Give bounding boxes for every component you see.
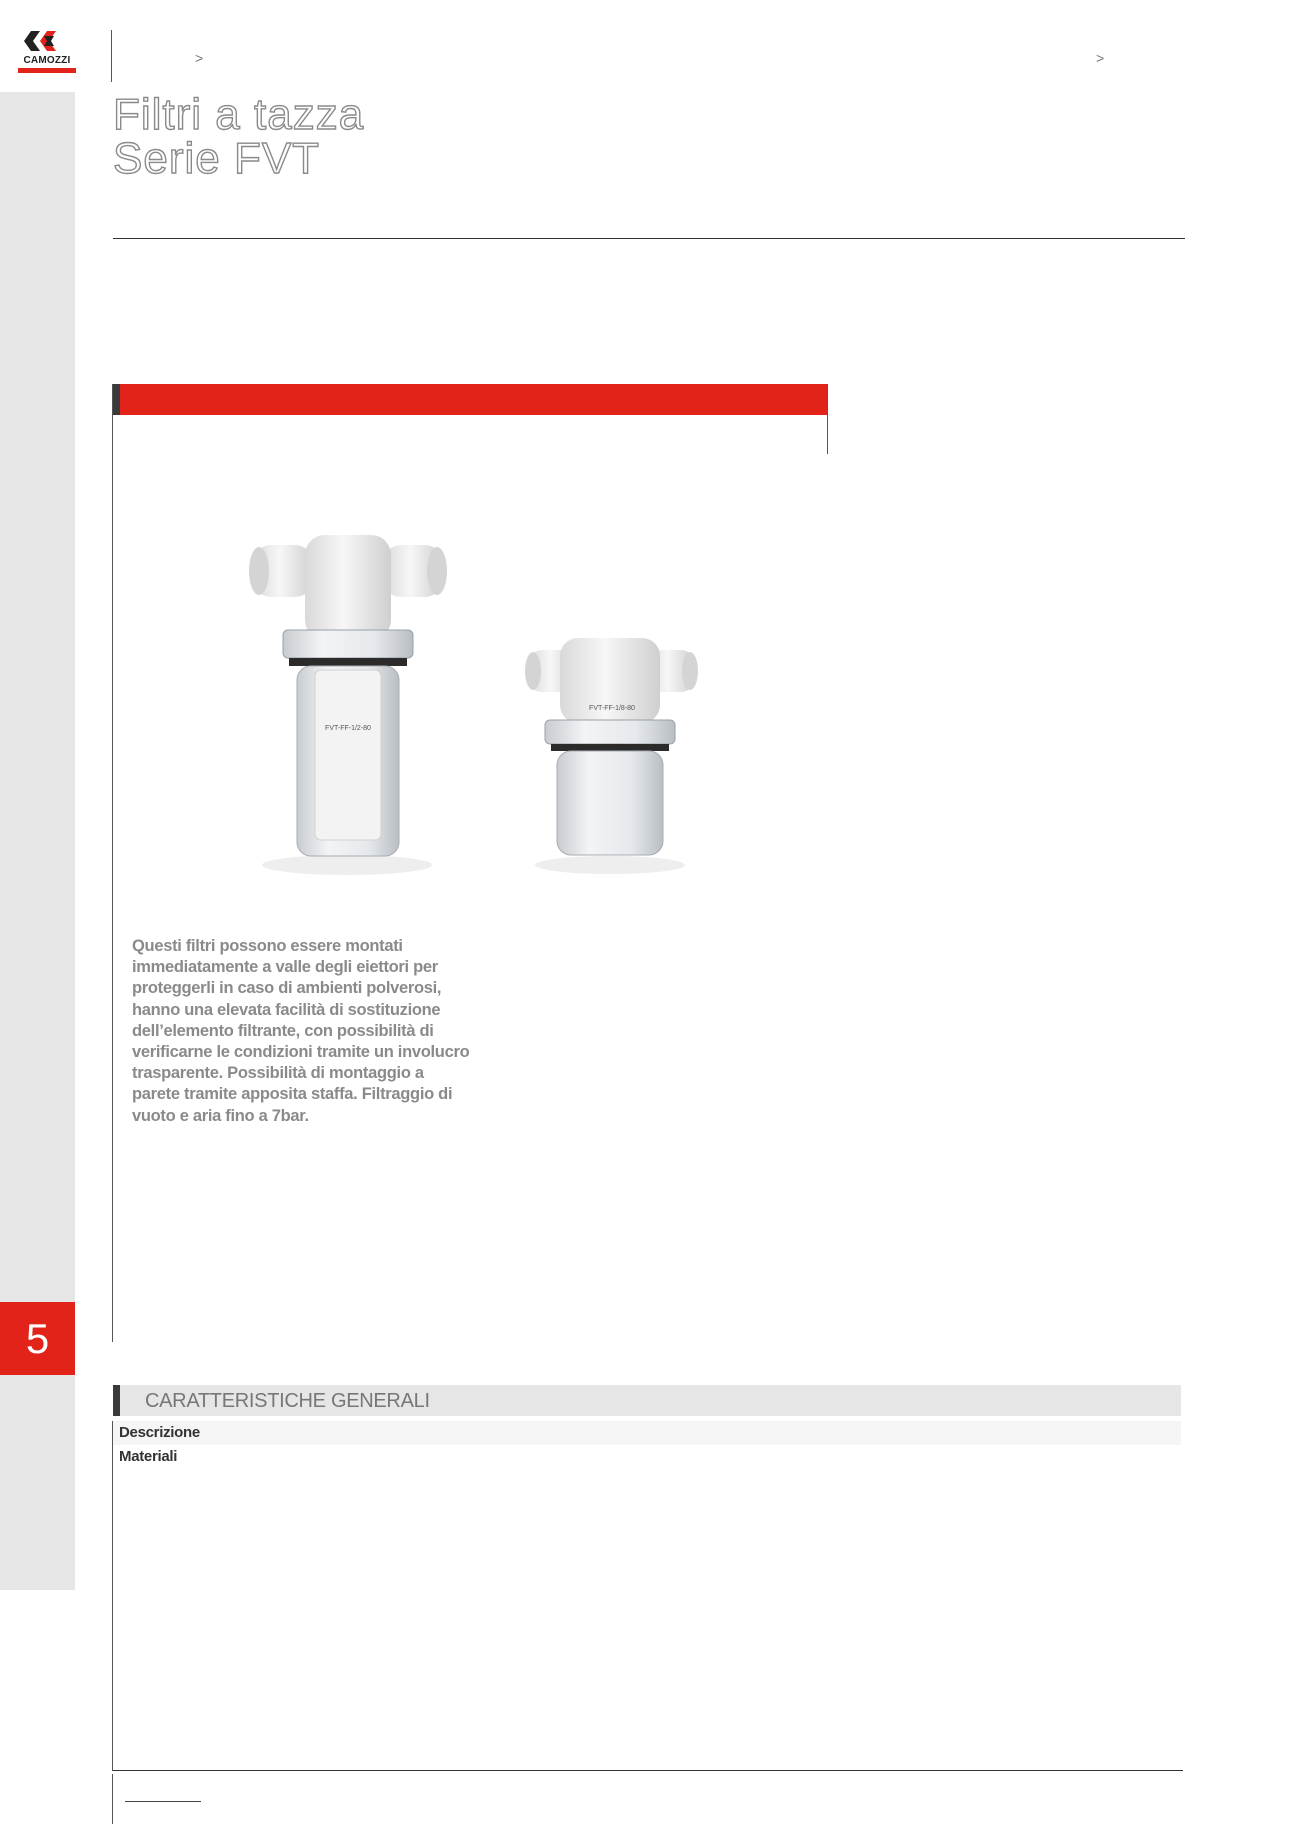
camozzi-logo-icon — [18, 28, 76, 56]
table-left-rule — [112, 1421, 113, 1771]
footer-line — [125, 1801, 201, 1802]
logo-brand-text: CAMOZZI — [23, 55, 71, 66]
product-block-left-rule — [112, 384, 113, 1342]
footer-divider — [112, 1774, 113, 1824]
page-title-line-1: Filtri a tazza — [113, 90, 365, 139]
product-block-right-rule — [827, 384, 828, 454]
table-row — [113, 1421, 1181, 1445]
breadcrumb-arrow-right[interactable]: > — [1096, 50, 1105, 66]
chapter-tab[interactable]: 5 — [0, 1302, 75, 1375]
page-title-line-2: Serie FVT — [113, 134, 321, 183]
product-header-bar-mark — [113, 384, 120, 415]
large-filter-label: FVT-FF-1/2-80 — [325, 725, 371, 732]
logo-red-bar — [18, 68, 76, 73]
product-header-bar — [113, 384, 828, 415]
section-header — [113, 1385, 1181, 1416]
section-header-mark — [113, 1385, 120, 1416]
camozzi-logo[interactable] — [18, 28, 76, 78]
small-filter-label: FVT-FF-1/8-80 — [589, 705, 635, 712]
bottom-divider — [113, 1770, 1183, 1771]
breadcrumb-arrow-left[interactable]: > — [195, 50, 204, 66]
section-title: CARATTERISTICHE GENERALI — [145, 1390, 430, 1412]
title-divider — [113, 238, 1185, 239]
product-description: Questi filtri possono essere montati immediatamente a valle degli eiettori per proteggerli in caso di ambienti polverosi, hanno una elevata facilità di sostituzione dell’elemento filtrante, con possibilità di verificarne le condizioni tramite un involucro trasparente. Possibilità di montaggio a parete tramite apposita staffa. Filtraggio di vuoto e aria fino a 7bar. — [132, 937, 470, 1125]
product-image — [235, 520, 705, 890]
table-row — [113, 1445, 1181, 1469]
row-label-materiali: Materiali — [119, 1448, 178, 1465]
small-filter-drawing — [525, 638, 698, 874]
header-divider — [111, 30, 112, 82]
row-label-descrizione: Descrizione — [119, 1424, 200, 1441]
large-filter-drawing — [249, 535, 447, 875]
